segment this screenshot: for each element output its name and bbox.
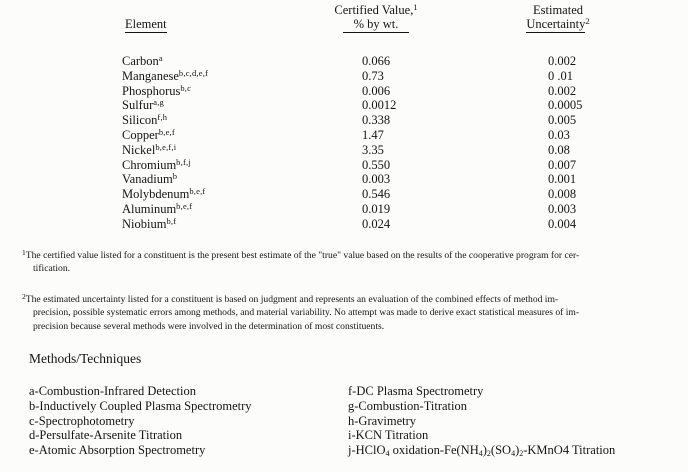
table-row xyxy=(0,128,688,143)
table-row xyxy=(0,84,688,99)
table-row xyxy=(0,217,688,232)
element-name: Carbon$^a$ xyxy=(122,53,163,68)
table-row xyxy=(0,54,688,69)
method-item: f-DC Plasma Spectrometry xyxy=(348,384,484,398)
element-method-superscript: a xyxy=(158,53,163,63)
footnote-line: $^2$The estimated uncertainty listed for a constituent is based on judgment and represents an evaluation of the combined effects of method im- xyxy=(22,291,559,305)
element-method-superscript: b,c xyxy=(180,82,192,93)
table-row xyxy=(0,69,688,84)
uncertainty-value: 0.008 xyxy=(548,187,577,202)
certified-value: 0.550 xyxy=(362,157,391,172)
method-item: i-KCN Titration xyxy=(348,428,429,443)
footnote-line: precision because several methods were involved in the determination of most constituents. xyxy=(33,320,385,332)
uncertainty-value: 0.002 xyxy=(548,54,577,68)
formula-text: -KMnO4 Titration xyxy=(523,443,616,458)
element-name: Sulfur$^{a,g}$ xyxy=(122,97,164,113)
methods-left-column xyxy=(29,384,252,458)
formula-subscript: 4 xyxy=(478,449,483,459)
certified-value: 0.0012 xyxy=(362,98,397,113)
table-row xyxy=(0,143,688,158)
element-name: Molybdenum$^{b,e,f}$ xyxy=(122,186,206,202)
footnote-line: tification. xyxy=(33,263,71,275)
element-name: Aluminum$^{b,e,f}$ xyxy=(122,200,193,216)
method-item: c-Spectrophotometry xyxy=(29,413,135,428)
footnote-marker: 2 xyxy=(22,291,26,301)
element-method-superscript: b,f,j xyxy=(176,156,191,167)
formula-subscript: 2 xyxy=(486,449,491,459)
footnotes xyxy=(22,249,682,350)
element-method-superscript: b,e,f xyxy=(158,126,175,137)
uncertainty-value: 0.007 xyxy=(548,157,577,172)
element-name: Chromium$^{b,f,j}$ xyxy=(122,156,191,172)
uncertainty-value: 0.003 xyxy=(548,201,577,216)
certified-value: 0.024 xyxy=(362,216,391,231)
formula-text: ) xyxy=(515,443,520,458)
footnote-line: precision, possible systematic errors among methods, and material variability. No attempt was made to derive exact statistical measures of im- xyxy=(33,307,580,319)
uncertainty-value: 0.001 xyxy=(548,172,577,187)
formula-subscript: 4 xyxy=(385,449,390,459)
certified-value: 0.338 xyxy=(362,113,391,128)
uncertainty-value: 0.004 xyxy=(548,216,577,231)
certified-value-header-line2: % by wt. xyxy=(296,17,456,31)
table-row xyxy=(0,172,688,187)
footnote-line: $^1$The certified value listed for a constituent is the present best estimate of the "true" value based on the results of the cooperative program for cer- xyxy=(22,248,580,261)
element-name: Phosphorus$^{b,c}$ xyxy=(122,82,192,98)
table-row xyxy=(0,158,688,173)
element-method-superscript: a,g xyxy=(153,97,164,108)
formula-subscript: 2 xyxy=(519,449,524,459)
footnote xyxy=(22,293,682,333)
table-body xyxy=(0,54,688,232)
method-item: b-Inductively Coupled Plasma Spectrometry xyxy=(29,398,252,413)
uncertainty-value: 0 .01 xyxy=(548,68,573,83)
certified-value: 3.35 xyxy=(362,142,384,157)
footnote-marker: 1 xyxy=(22,248,26,257)
certified-value: 1.47 xyxy=(362,127,384,142)
certified-value: 0.019 xyxy=(362,201,391,216)
table-row xyxy=(0,113,688,128)
uncertainty-value: 0.0005 xyxy=(548,98,583,113)
column-header-element xyxy=(125,17,167,31)
element-name: Manganese$^{b,c,d,e,f}$ xyxy=(122,67,209,83)
table-row xyxy=(0,98,688,113)
column-header-certified-value xyxy=(296,3,456,31)
uncertainty-value: 0.005 xyxy=(548,113,577,128)
element-method-superscript: b,e,f,i xyxy=(155,141,177,152)
uncertainty-value: 0.002 xyxy=(548,83,577,98)
method-item: a-Combustion-Infrared Detection xyxy=(29,384,196,398)
methods-right-column xyxy=(348,384,615,458)
method-item: g-Combustion-Titration xyxy=(348,398,467,413)
certified-value: 0.73 xyxy=(362,68,384,83)
certified-value-header-line1: Certified Value,$^1$ xyxy=(334,2,418,17)
uncertainty-value: 0.03 xyxy=(548,127,570,142)
formula-subscript: 4 xyxy=(511,449,516,459)
element-name: Vanadium$^b$ xyxy=(122,171,178,187)
formula-text: oxidation-Fe(NH xyxy=(389,443,479,458)
column-header-uncertainty xyxy=(478,3,638,31)
table-row xyxy=(0,202,688,217)
formula-text: (SO xyxy=(490,443,512,458)
uncertainty-header-line2: Uncertainty$^2$ xyxy=(526,16,590,31)
uncertainty-header-line1: Estimated xyxy=(533,3,583,17)
method-item: e-Atomic Absorption Spectrometry xyxy=(29,443,206,458)
element-method-superscript: b xyxy=(172,171,178,182)
element-method-superscript: f,h xyxy=(157,112,168,123)
element-method-superscript: b,e,f xyxy=(176,200,193,211)
uncertainty-footnote-marker: 2 xyxy=(585,16,590,26)
method-item: d-Persulfate-Arsenite Titration xyxy=(29,428,183,443)
certified-value: 0.066 xyxy=(362,54,391,68)
element-method-superscript: b,e,f xyxy=(189,186,206,197)
uncertainty-value: 0.08 xyxy=(548,142,570,157)
element-name: Silicon$^{f,h}$ xyxy=(122,112,168,128)
certified-value: 0.546 xyxy=(362,187,391,202)
methods-heading: Methods/Techniques xyxy=(29,351,142,366)
table-row xyxy=(0,187,688,202)
certified-value: 0.006 xyxy=(362,83,391,98)
certified-value: 0.003 xyxy=(362,172,391,187)
formula-text: j-HClO xyxy=(348,443,386,458)
element-method-superscript: b,c,d,e,f xyxy=(178,67,209,78)
element-name: Niobium$^{b,f}$ xyxy=(122,215,177,231)
certified-value-footnote-marker: 1 xyxy=(413,2,418,12)
element-name: Copper$^{b,e,f}$ xyxy=(122,126,175,142)
element-name: Nickel$^{b,e,f,i}$ xyxy=(122,141,177,157)
element-method-superscript: b,f xyxy=(166,215,177,226)
footnote xyxy=(22,249,682,276)
method-item: h-Gravimetry xyxy=(348,413,417,428)
formula-text: ) xyxy=(482,443,487,458)
method-item xyxy=(348,443,615,458)
element-header-label: Element xyxy=(125,17,167,31)
